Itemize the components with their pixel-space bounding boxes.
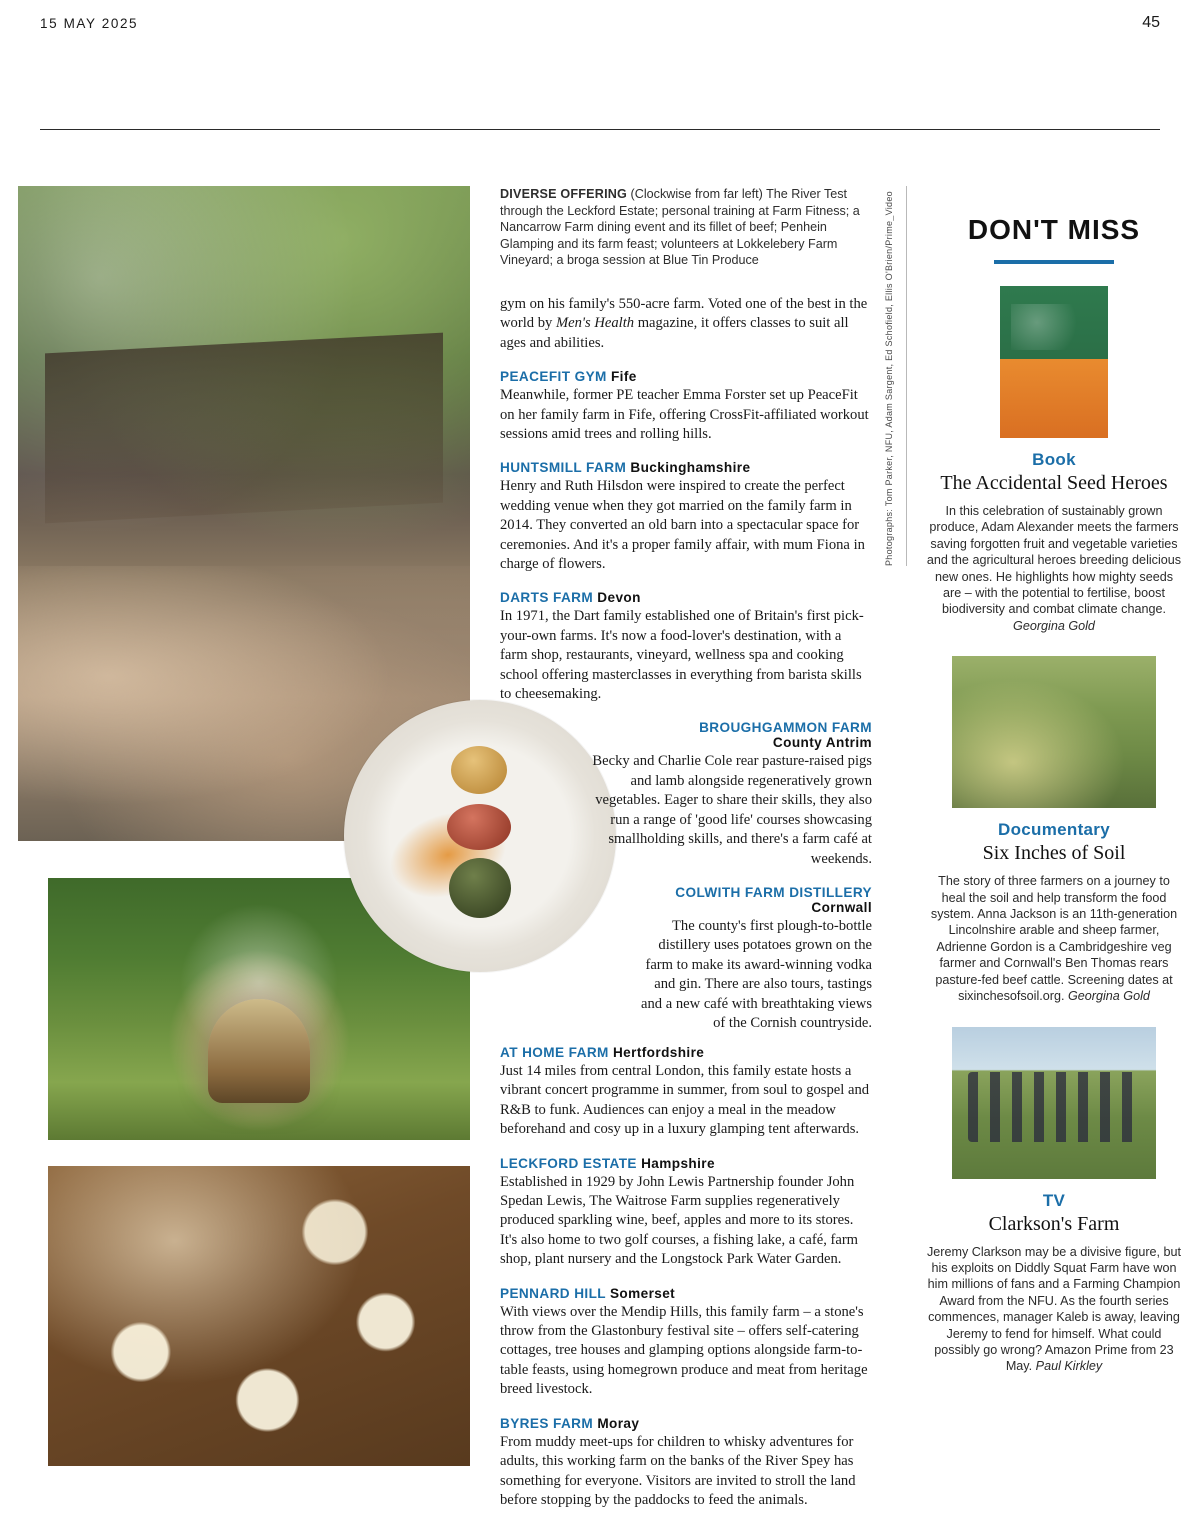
entry-body: Just 14 miles from central London, this family estate hosts a vibrant concert programme in summer, from soul to gospel and R&B to funk. Audiences can enjoy a meal in the meadow beforehand and cosy up in a luxury glamping tent afterwards. bbox=[500, 1063, 870, 1138]
rail-body-text: In this celebration of sustainably grown produce, Adam Alexander meets the farmers saving forgotten fruit and vegetable varieties and the agricultural heroes breeding delicious new ones. He highlights how mighty seeds are – with the potential to fertilise, boost biodiversity and combat climate change. bbox=[926, 504, 1182, 617]
entry-darts-farm bbox=[500, 590, 872, 704]
caption-text: (Clockwise from far left) The River Test through the Leckford Estate; personal training at Farm Fitness; a Nancarrow Farm dining event and its fillet of beef; Penhein Glamping and its farm feast; volunteers at Lokkelebery Farm Vineyard; a broga session at Blue Tin Produce bbox=[500, 187, 860, 268]
rail-item-book bbox=[925, 286, 1183, 634]
entry-county: Buckinghamshire bbox=[630, 460, 751, 476]
rail-item-tv bbox=[925, 1027, 1183, 1375]
rail-body-text: Jeremy Clarkson may be a divisive figure, but his exploits on Diddly Squat Farm have won him millions of fans and a Farming Champion Award from the NFU. As the fourth series commences, manager Kaleb is away, leaving Jeremy to fend for himself. What could possibly go wrong? Amazon Prime from 23 May. bbox=[926, 1244, 1182, 1374]
vertical-divider bbox=[906, 186, 907, 566]
page-header bbox=[40, 0, 1160, 130]
entry-heading bbox=[500, 369, 872, 384]
entry-body: Becky and Charlie Cole rear pasture-raised pigs and lamb alongside regeneratively grown vegetables. Eager to share their skills, they also run a range of 'good life' courses showcasing smallholding skills, and there's a farm café at weekends. bbox=[592, 753, 872, 867]
rail-byline: Georgina Gold bbox=[1067, 989, 1150, 1004]
entry-heading bbox=[500, 1416, 872, 1431]
entry-name: BROUGHGAMMON FARM bbox=[699, 720, 872, 736]
entry-body: In 1971, the Dart family established one of Britain's first pick-your-own farms. It's now a food-lover's destination, with a farm shop, restaurants, vineyard, wellness spa and cooking school offering masterclasses in everything from barista skills to cheesemaking. bbox=[500, 608, 864, 703]
photo-credit: Photographs: Tom Parker, NFU, Adam Sargent, Ed Schofield, Ellis O'Brien/Prime_Video bbox=[884, 191, 894, 566]
entry-county: Cornwall bbox=[811, 899, 872, 915]
entry-broughgammon-farm bbox=[586, 720, 872, 868]
entry-colwith-farm-distillery bbox=[640, 885, 872, 1033]
caption-lead: DIVERSE OFFERING bbox=[500, 187, 628, 201]
rail-byline: Georgina Gold bbox=[1013, 618, 1095, 633]
entry-at-home-farm bbox=[500, 1045, 872, 1140]
rail-byline: Paul Kirkley bbox=[1035, 1359, 1103, 1374]
entry-heading bbox=[500, 1045, 872, 1060]
rail-item-body bbox=[925, 503, 1183, 634]
rail-item-name: The Accidental Seed Heroes bbox=[940, 472, 1168, 494]
entry-name: BYRES FARM bbox=[500, 1415, 594, 1431]
rail-kicker: Documentary bbox=[998, 820, 1110, 840]
entry-pennard-hill bbox=[500, 1286, 872, 1400]
entry-county: Devon bbox=[597, 590, 641, 606]
book-cover-image bbox=[1000, 286, 1108, 438]
field-walk-image bbox=[952, 656, 1156, 808]
issue-date: 15 MAY 2025 bbox=[40, 16, 139, 31]
page-number: 45 bbox=[1142, 14, 1160, 31]
entry-heading bbox=[500, 1156, 872, 1171]
entry-body: The county's first plough-to-bottle distillery uses potatoes grown on the farm to make its award-winning vodka and gin. There are also tours, tastings and a new café with breathtaking views of the Cornish countryside. bbox=[641, 917, 872, 1031]
entry-heading bbox=[640, 885, 872, 915]
entry-heading bbox=[586, 720, 872, 750]
rail-body-text: The story of three farmers on a journey to heal the soil and help transform the food system. Anna Jackson is an 11th-generation Lincolnshire arable and sheep farmer, Adrienne Gordon is a Cambridgeshire veg farmer and Cornwall's Ben Thomas rears pasture-fed beef cattle. Screening dates at sixinchesofsoil.org. bbox=[930, 874, 1178, 1004]
rail-item-name: Clarkson's Farm bbox=[988, 1212, 1120, 1235]
entry-name: COLWITH FARM DISTILLERY bbox=[675, 884, 872, 900]
photo-caption bbox=[500, 186, 872, 269]
entry-county: Moray bbox=[597, 1415, 640, 1431]
entry-heading bbox=[500, 460, 872, 475]
entry-huntsmill-farm bbox=[500, 460, 872, 574]
rail-kicker: Book bbox=[1032, 450, 1076, 469]
entry-leckford-estate bbox=[500, 1156, 872, 1270]
rail-item-name: Six Inches of Soil bbox=[982, 842, 1126, 865]
entry-name: DARTS FARM bbox=[500, 590, 594, 606]
entry-body: Meanwhile, former PE teacher Emma Forster set up PeaceFit on her family farm in Fife, offering CrossFit-affiliated workout sessions amid trees and rolling hills. bbox=[500, 387, 869, 442]
entry-county: Fife bbox=[610, 369, 637, 385]
entry-byres-farm bbox=[500, 1416, 872, 1511]
article-column bbox=[500, 186, 872, 1047]
continuation-post: magazine, it offers classes to suit all ages and abilities. bbox=[500, 315, 849, 351]
continuation-pre: gym on his family's 550-acre farm. Voted one of the best in the world by bbox=[500, 295, 868, 332]
entry-name: HUNTSMILL FARM bbox=[500, 460, 627, 476]
article-column-lower bbox=[500, 1045, 872, 1524]
entry-body: From muddy meet-ups for children to whisky adventures for adults, this working farm on the banks of the River Spey has something for everyone. Visitors are invited to stroll the land before stopping by the paddocks to feed the animals. bbox=[500, 1433, 856, 1508]
entry-heading bbox=[500, 1286, 872, 1301]
entry-county: Hampshire bbox=[641, 1155, 715, 1171]
entry-name: LECKFORD ESTATE bbox=[500, 1155, 637, 1171]
entry-body: With views over the Mendip Hills, this family farm – a stone's throw from the Glastonbury festival site – offers self-catering cottages, tree houses and glamping options alongside farm-to-table feasts, using homegrown produce and meat from heritage breed livestock. bbox=[500, 1303, 868, 1398]
entry-peacefit-gym bbox=[500, 369, 872, 444]
entry-county: Hertfordshire bbox=[612, 1045, 705, 1060]
rail-item-body bbox=[925, 1244, 1183, 1375]
rail-kicker: TV bbox=[1042, 1190, 1066, 1210]
rail-item-documentary bbox=[925, 656, 1183, 1004]
rail-title: DON'T MISS bbox=[967, 214, 1141, 245]
continuation-paragraph bbox=[500, 295, 872, 353]
entry-name: AT HOME FARM bbox=[500, 1045, 609, 1060]
magazine-title: Men's Health bbox=[555, 315, 635, 332]
entry-county: County Antrim bbox=[772, 735, 872, 751]
entry-name: PENNARD HILL bbox=[500, 1285, 606, 1301]
entry-name: PEACEFIT GYM bbox=[500, 369, 607, 385]
entry-body: Established in 1929 by John Lewis Partnership founder John Spedan Lewis, The Waitrose Farm supplies regeneratively produced sparkling wine, beef, apples and more to its stores. It's also home to two golf courses, a fishing lake, a café, farm shop, plant nursery and the Longstock Park Water Garden. bbox=[500, 1173, 859, 1268]
farm-group-photo bbox=[952, 1027, 1156, 1179]
photo-farm-feast-table bbox=[48, 1166, 470, 1466]
rail-accent-rule bbox=[994, 260, 1114, 264]
entry-heading bbox=[500, 590, 872, 605]
entry-county: Somerset bbox=[609, 1285, 676, 1301]
rail-item-body bbox=[925, 873, 1183, 1004]
dont-miss-rail bbox=[925, 214, 1183, 1397]
entry-body: Henry and Ruth Hilsdon were inspired to create the perfect wedding venue when they got married on the family farm in 2014. They converted an old barn into a spectacular space for ceremonies. And it's a proper family affair, with mum Fiona in charge of flowers. bbox=[500, 478, 865, 573]
